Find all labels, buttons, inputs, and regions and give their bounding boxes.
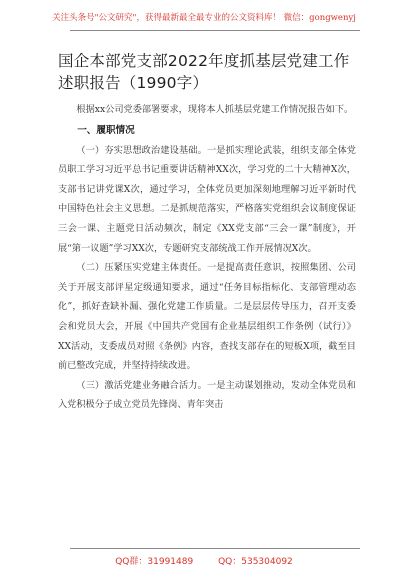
header-banner: 关注头条号"公文研究"，获得最新最全最专业的公文资料库！ 微信：gongwenyj <box>52 13 356 23</box>
body-paragraph: （一）夯实思想政治建设基础。一是抓实理论武装，组织支部全体党员职工学习习近平总书记重要讲话精神XX次，学习党的二十大精神X次，支部书记讲党课X次，通过学习，全体党员更加深刻地理解习近平新时代中国特色社会主义思想。二是抓规范落实，严格落实党组织会议制度保证三会一课、主题党日活动频次，制定《XX党支部“三会一课”制度》，开展“第一议题”学习XX次，专题研究支部统战工作开展情况X次。 <box>58 144 356 254</box>
intro-paragraph: 根据xx公司党委部署要求，现将本人抓基层党建工作情况报告如下。 <box>76 104 354 115</box>
document-title: 国企本部党支部2022年度抓基层党建工作述职报告（1990字） <box>58 52 350 92</box>
footer-qq-contact: QQ：535304092 <box>218 557 293 567</box>
footer-divider <box>70 548 360 549</box>
body-paragraph: （二）压紧压实党建主体责任。一是提高责任意识，按照集团、公司关于开展支部评星定级通知要求，通过“任务目标指标化、支部管理动态化”，抓好查缺补漏、强化党建工作质量。二是层层传导压力，召开支委会和党员大会，开展《中国共产党国有企业基层组织工作条例（试行）》XX活动，支委成员对照《条例》内容，查找支部存在的短板X项，截至目前已整改完成，并坚持持续改进。 <box>58 262 356 372</box>
footer <box>0 554 408 567</box>
document-body <box>58 100 356 415</box>
footer-qq-group: QQ群：31991489 <box>115 557 194 567</box>
section-heading: 一、履职情况 <box>77 124 135 136</box>
body-paragraph: （三）激活党建业务融合活力。一是主动谋划推动，发动全体党员和入党积极分子成立党员先锋岗、青年突击 <box>58 379 356 411</box>
header-divider <box>70 30 360 31</box>
